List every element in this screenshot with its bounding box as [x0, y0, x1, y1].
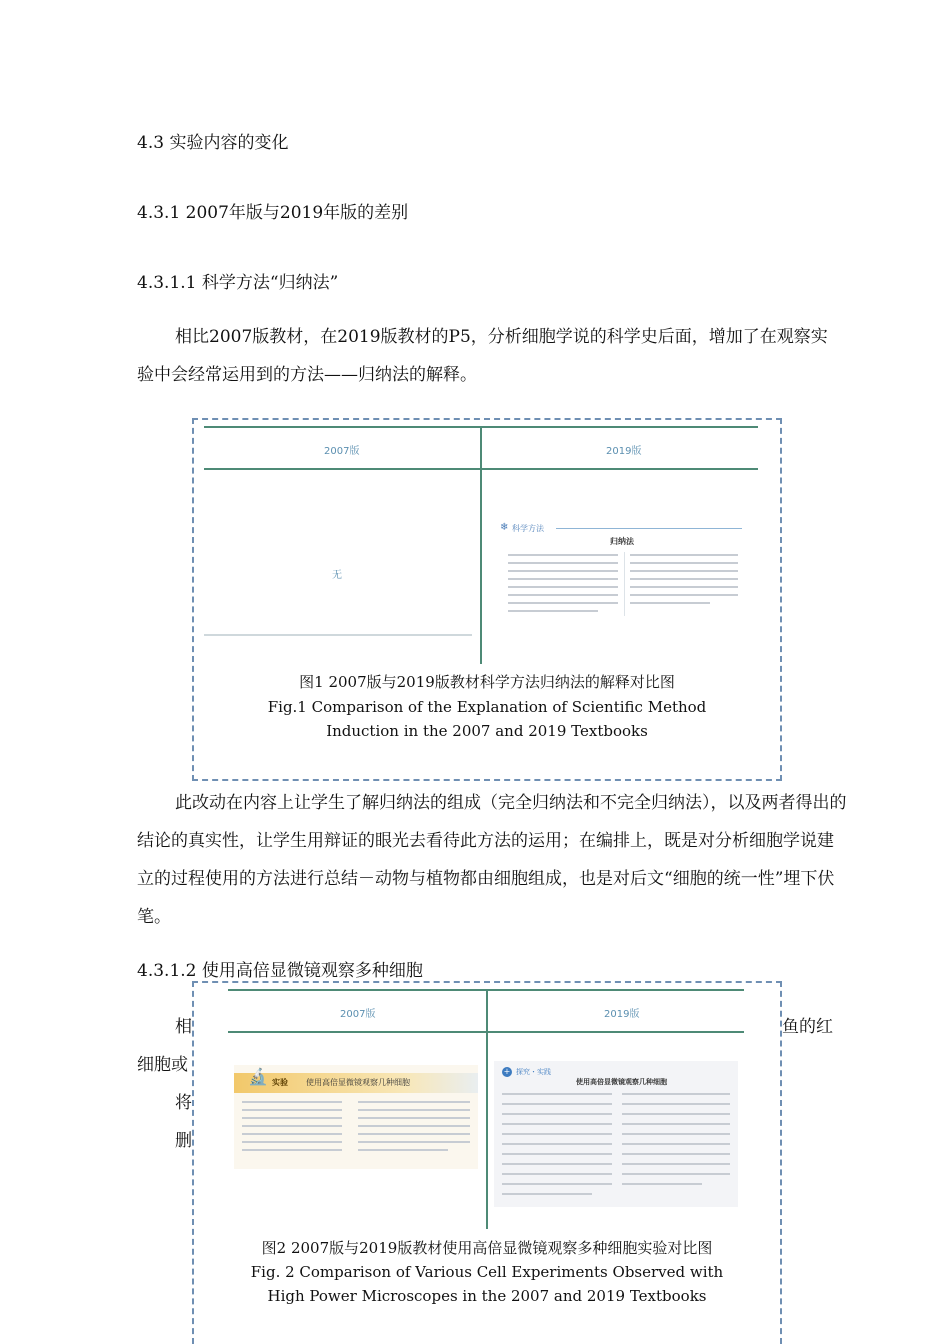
thumb-text-line — [630, 570, 738, 572]
thumb-text-line — [508, 562, 618, 564]
thumb-section-label: 科学方法 — [512, 524, 544, 533]
thumb-2019-tag: 探究・实践 — [516, 1068, 551, 1076]
thumb-text-line — [242, 1109, 342, 1111]
thumb-text-line — [630, 578, 738, 580]
occluded-text-fragment: 细胞或 — [137, 1055, 188, 1075]
thumb-text-line — [358, 1149, 448, 1151]
table-divider — [486, 989, 488, 1229]
figure-1 — [192, 418, 782, 781]
thumb-text-line — [502, 1183, 612, 1185]
thumb-text-line — [358, 1141, 470, 1143]
thumb-text-line — [622, 1173, 730, 1175]
column-header-2019: 2019版 — [604, 1009, 640, 1020]
thumb-text-line — [358, 1133, 470, 1135]
thumb-text-line — [630, 602, 710, 604]
occluded-text-fragment: 相 — [175, 1017, 192, 1037]
column-header-2019: 2019版 — [606, 446, 642, 457]
thumb-text-line — [358, 1109, 470, 1111]
thumb-text-line — [502, 1103, 612, 1105]
table-divider — [480, 426, 482, 664]
occluded-text-fragment: 将 — [175, 1093, 192, 1113]
thumb-text-line — [242, 1101, 342, 1103]
occluded-text-fragment: 删 — [175, 1131, 192, 1151]
thumb-text-line — [630, 562, 738, 564]
thumb-text-line — [242, 1133, 342, 1135]
figure-2-caption-en-1: Fig. 2 Comparison of Various Cell Experiments Observed with — [250, 1263, 724, 1281]
thumb-text-line — [508, 570, 618, 572]
thumb-text-line — [502, 1093, 612, 1095]
thumb-text-line — [358, 1117, 470, 1119]
thumb-title: 归纳法 — [610, 537, 634, 546]
thumb-text-line — [622, 1153, 730, 1155]
textbook-2019-thumbnail — [494, 516, 748, 626]
thumb-text-line — [508, 610, 598, 612]
thumb-text-line — [358, 1101, 470, 1103]
thumb-text-line — [630, 594, 738, 596]
thumb-text-line — [508, 602, 618, 604]
plus-circle-icon: + — [503, 1067, 511, 1076]
thumb-text-line — [622, 1183, 702, 1185]
thumb-text-line — [622, 1163, 730, 1165]
thumb-text-line — [502, 1173, 612, 1175]
cell-2007-none: 无 — [332, 570, 342, 581]
figure-1-caption-cn: 图1 2007版与2019版教材科学方法归纳法的解释对比图 — [299, 673, 675, 691]
thumb-text-line — [622, 1143, 730, 1145]
figure-1-caption-en-2: Induction in the 2007 and 2019 Textbooks — [326, 722, 648, 740]
snowflake-icon: ❄ — [500, 522, 509, 533]
thumb-text-line — [622, 1103, 730, 1105]
thumb-text-line — [358, 1125, 470, 1127]
thumb-text-line — [630, 554, 738, 556]
thumb-text-line — [502, 1143, 612, 1145]
figure-2 — [192, 981, 782, 1344]
thumb-text-line — [502, 1133, 612, 1135]
figure-2-caption-en-2: High Power Microscopes in the 2007 and 2019 Textbooks — [267, 1287, 707, 1305]
thumb-2007-tag: 实验 — [272, 1078, 288, 1087]
thumb-text-line — [502, 1113, 612, 1115]
thumb-text-line — [508, 594, 618, 596]
thumb-text-line — [622, 1113, 730, 1115]
thumb-2007-title: 使用高倍显微镜观察几种细胞 — [306, 1078, 410, 1087]
heading-4-3: 4.3 实验内容的变化 — [137, 133, 289, 153]
thumb-text-line — [502, 1163, 612, 1165]
figure-2-caption-cn: 图2 2007版与2019版教材使用高倍显微镜观察多种细胞实验对比图 — [261, 1239, 713, 1257]
thumb-2019-title: 使用高倍显微镜观察几种细胞 — [576, 1078, 667, 1086]
thumb-text-line — [622, 1133, 730, 1135]
thumb-text-line — [502, 1193, 592, 1195]
thumb-text-line — [508, 586, 618, 588]
paragraph-1-text: 相比2007版教材，在2019版教材的P5，分析细胞学说的科学史后面，增加了在观察实验中会经常运用到的方法——归纳法的解释。 — [137, 327, 828, 385]
occluded-text-fragment: 鱼的红 — [782, 1017, 833, 1037]
table-bottom-rule — [204, 634, 472, 636]
thumb-text-line — [242, 1141, 342, 1143]
thumb-text-line — [502, 1123, 612, 1125]
paragraph-2-text: 此改动在内容上让学生了解归纳法的组成（完全归纳法和不完全归纳法），以及两者得出的结论的真实性，让学生用辩证的眼光去看待此方法的运用；在编排上，既是对分析细胞学说建立的过程使用的方法进行总结－动物与植物都由细胞组成，也是对后文“细胞的统一性”埋下伏笔。 — [137, 793, 847, 927]
thumb-text-line — [242, 1125, 342, 1127]
thumb-text-line — [502, 1153, 612, 1155]
column-header-2007: 2007版 — [340, 1009, 376, 1020]
textbook-2019-thumbnail — [494, 1061, 738, 1207]
paragraph-2 — [137, 784, 849, 936]
textbook-2007-thumbnail — [234, 1065, 478, 1169]
thumb-text-line — [508, 554, 618, 556]
thumb-text-line — [622, 1123, 730, 1125]
thumb-column-divider — [624, 552, 625, 616]
figure-1-caption-en-1: Fig.1 Comparison of the Explanation of Scientific Method — [267, 698, 707, 716]
thumb-text-line — [622, 1093, 730, 1095]
column-header-2007: 2007版 — [324, 446, 360, 457]
thumb-rule — [556, 528, 742, 529]
heading-4-3-1-1: 4.3.1.1 科学方法“归纳法” — [137, 273, 339, 293]
microscope-icon: 🔬 — [248, 1067, 268, 1086]
thumb-text-line — [242, 1149, 342, 1151]
thumb-text-line — [242, 1117, 342, 1119]
heading-4-3-1: 4.3.1 2007年版与2019年版的差别 — [137, 203, 409, 223]
heading-4-3-1-2: 4.3.1.2 使用高倍显微镜观察多种细胞 — [137, 961, 423, 981]
paragraph-1 — [137, 318, 837, 394]
thumb-text-line — [508, 578, 618, 580]
thumb-text-line — [630, 586, 738, 588]
